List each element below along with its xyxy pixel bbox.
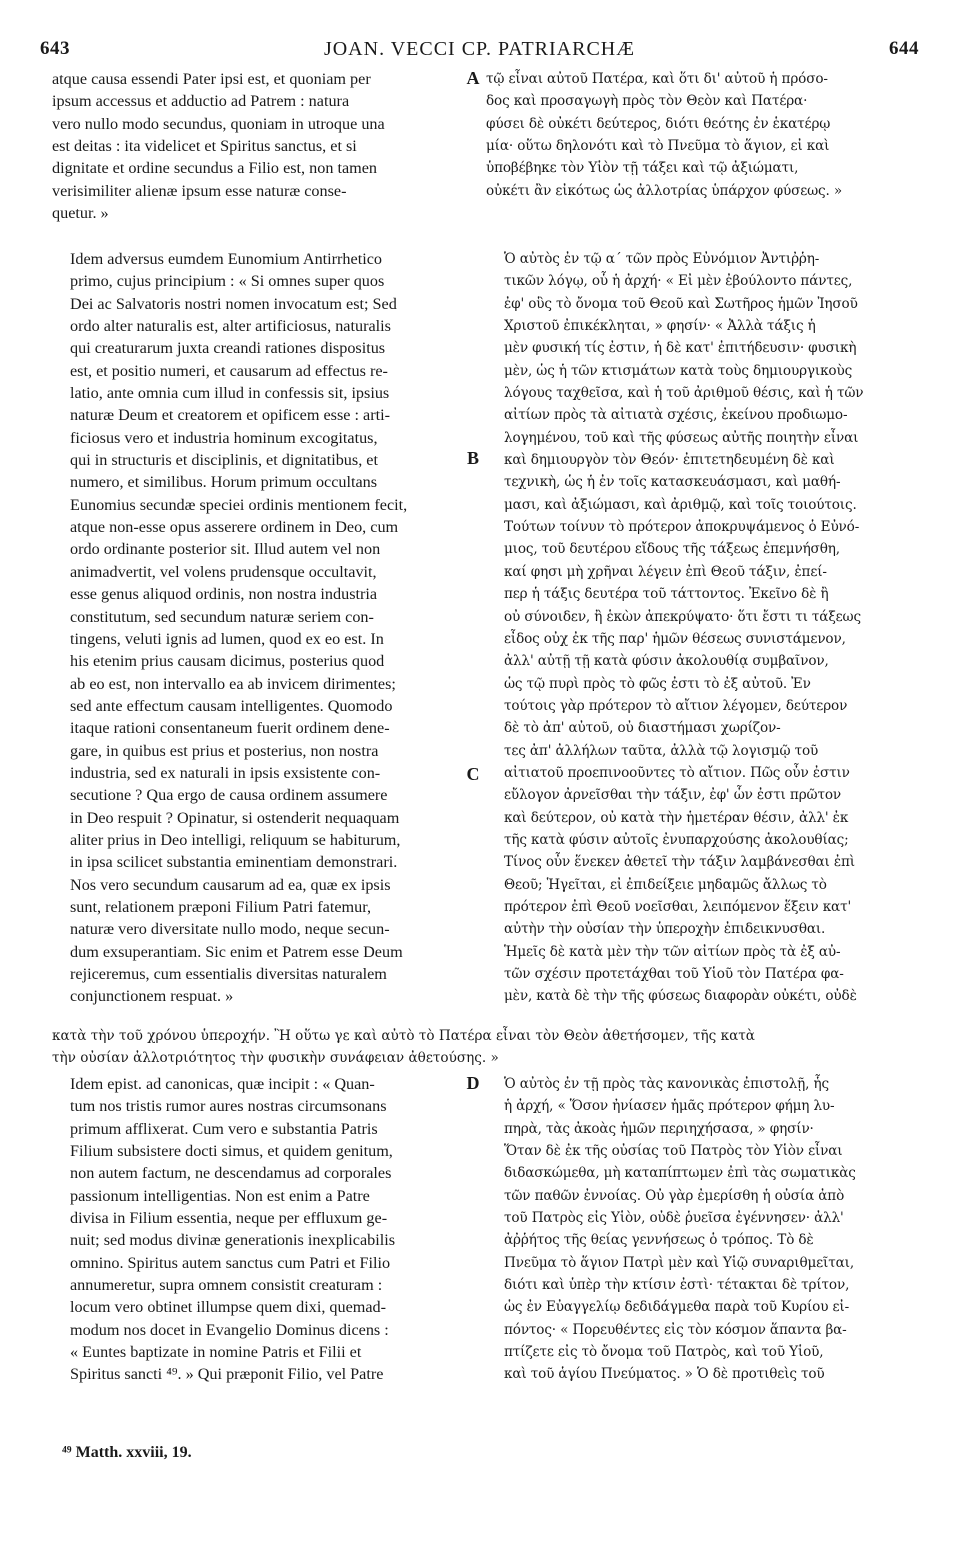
text-line: verisimiliter alienæ ipsum esse naturæ conse- [52, 181, 347, 200]
latin-column-block-2 [52, 248, 472, 1008]
text-line: his etenim prius causam dicimus, posterius quod [70, 652, 385, 671]
text-line: λόγους ταχθεῖσα, καὶ ἡ τοῦ ἀριθμοῦ θέσις, καὶ ἡ τῶν [504, 385, 864, 402]
text-line: τὴν οὐσίαν ἀλλοτριότητος τὴν φυσικὴν συνάφειαν ἀθετούσης. » [52, 1050, 499, 1066]
text-line: τῶν παθῶν ἐννοίας. Οὐ γὰρ ἐμερίσθη ἡ οὐσία ἀπὸ [504, 1187, 845, 1204]
margin-marker-d: D [466, 1073, 480, 1093]
text-line: gare, in quibus est prius et posterius, non nostra [70, 741, 379, 760]
text-line: in ipsa scilicet substantia eminentiam demonstrari. [70, 853, 398, 872]
text-line: πτίζετε εἰς τὸ ὄνομα τοῦ Πατρὸς, καὶ τοῦ Υἱοῦ, [504, 1344, 824, 1361]
text-line: ὑποβέβηκε τὸν Υἱὸν τῇ τάξει καὶ τῷ ἀξιώματι, [486, 160, 799, 177]
text-line: nuit; sed modus divinæ generationis inexplicabilis [70, 1231, 396, 1250]
greek-paragraph [486, 68, 910, 202]
text-line: tum nos tristis rumor aures nostras circumsonans [70, 1097, 387, 1116]
text-line: « Euntes baptizate in nomine Patris et Filii et [70, 1343, 362, 1362]
text-line: μασι, καὶ ἀξιώμασι, καὶ ἀριθμῷ, καὶ τοῖς τοιούτοις. [504, 496, 857, 513]
text-line: λογημένου, τοῦ καὶ τῆς φύσεως αὐτῆς ποιητὴν εἶναι [504, 429, 859, 446]
text-line: πόντος· « Πορευθέντες εἰς τὸν κόσμον ἅπαντα βα- [504, 1321, 847, 1338]
text-line: primum afflixerat. Cum vero e substantia Patris [70, 1119, 378, 1138]
text-line: Filium subsistere docti simus, et quidem genitum, [70, 1142, 393, 1161]
text-line: καὶ δημιουργὸν τὸν Θεόν· ἐπιτετηδευμένη δὲ καὶ [504, 452, 835, 469]
text-line: διότι καὶ ὑπὲρ τὴν κτίσιν ἐστὶ· τέτακται δὲ τρίτον, [504, 1277, 850, 1294]
text-line: Τίνος οὖν ἕνεκεν ἀθετεῖ τὴν τάξιν λαμβάνεσθαι ἐπὶ [504, 854, 855, 871]
text-line: dignitate et ordine secundus a Filio est, non tamen [52, 159, 378, 178]
text-line: Idem adversus eumdem Eunomium Antirrhetico [70, 250, 382, 268]
page-number-left: 643 [40, 38, 70, 59]
text-line: ἐφ' οὓς τὸ ὄνομα τοῦ Θεοῦ καὶ Σωτῆρος ἡμῶν Ἰησοῦ [504, 295, 858, 312]
text-line: καί φησι μὴ χρῆναι λέγειν ἐπὶ Θεοῦ τάξιν, ἐπεί- [504, 563, 827, 580]
text-line: Ὁ αὐτὸς ἐν τῷ α΄ τῶν πρὸς Εὐνόμιον Ἀντιῤῥη- [504, 251, 820, 267]
greek-full-width-continuation [52, 1025, 910, 1069]
margin-marker-b: B [466, 448, 479, 468]
text-line: ordo alter naturalis est, alter artificiosus, naturalis [70, 317, 391, 336]
text-line: διδασκώμεθα, μὴ καταπίπτωμεν ἐπὶ τὰς σωματικὰς [504, 1165, 856, 1182]
text-line: καὶ δεύτερον, οὐ κατὰ τὴν ἡμετέραν θέσιν, ἀλλ' ἐκ [504, 809, 849, 826]
text-line: τοῦ Πατρὸς εἰς Υἱὸν, οὐδὲ ῥυεῖσα ἐγέννησεν· ἀλλ' [504, 1210, 844, 1227]
text-line: εὔλογον ἀρνεῖσθαι τὴν τάξιν, ἐφ' ὧν ἐστι πρῶτον [504, 787, 841, 804]
greek-column-block-3 [486, 1073, 910, 1386]
text-line: μὲν φυσική τίς ἐστιν, ἡ δὲ κατ' ἐπιτήδευσιν· φυσικὴ [504, 340, 857, 357]
text-line: δὲ τὸ ἀπ' αὐτοῦ, οὐ διαστήμασι χωρίζον- [504, 720, 781, 737]
text-line: qui in structuris et disciplinis, et dignitatibus, et [70, 451, 378, 470]
text-line: μὲν, ὡς ἡ τῶν κτισμάτων κατὰ τοὺς δημιουργικοὺς [504, 362, 853, 379]
text-line: καὶ τοῦ ἁγίου Πνεύματος. » Ὁ δὲ προτιθεὶς τοῦ [504, 1366, 825, 1383]
text-line: Ἡμεῖς δὲ κατὰ μὲν τὴν τῶν αἰτίων πρὸς τὰ ἐξ αὐ- [504, 943, 841, 960]
text-line: conjunctionem respuat. » [70, 987, 234, 1006]
text-line: est, et positio numeri, et causarum ad effectus re- [70, 361, 388, 380]
latin-paragraph [52, 248, 472, 1008]
text-line: sed ante effectum causam intelligentes. Quomodo [70, 696, 393, 715]
text-line: ipsum accessus et adductio ad Patrem : natura [52, 92, 350, 111]
text-line: μία· οὕτω δηλονότι καὶ τὸ Πνεῦμα τὸ ἅγιον, εἰ καὶ [486, 138, 830, 155]
latin-column-block-3 [52, 1073, 472, 1386]
text-line: rejiceremus, cum essentialis diversitas naturalem [70, 965, 387, 983]
text-line: est deitas : ita videlicet et Spiritus sanctus, et si [52, 137, 357, 156]
text-line: tingens, veluti ignis ad lumen, quod ex eo est. In [70, 629, 384, 648]
latin-column-block-1 [52, 68, 472, 224]
text-line: Θεοῦ; Ἡγεῖται, εἰ ἐπιδείξειε μηδαμῶς ἄλλως τὸ [504, 876, 827, 893]
text-line: αἰτίων πρὸς τὰ αἰτιατὰ σχέσις, ἐκείνου προδιωμο- [504, 407, 848, 424]
text-line: Χριστοῦ ἐπικέκληται, » φησίν· « Ἀλλὰ τάξις ἡ [504, 318, 816, 335]
text-line: αὐτὴν τὴν οὐσίαν τὴν ὑπεροχὴν ἐπιδεικνυσθαι. [504, 921, 826, 938]
text-line: itaque rationi consentaneum fuerit ordinem dene- [70, 719, 390, 738]
text-line: Ὁ αὐτὸς ἐν τῇ πρὸς τὰς κανονικὰς ἐπιστολῇ, ἧς [504, 1076, 829, 1092]
margin-marker-c: C [466, 764, 480, 784]
text-line: dum exsuperantiam. Sic enim et Patrem esse Deum [70, 942, 403, 961]
text-line: τεχνικὴ, ὡς ἡ ἐν τοῖς κατασκευάσμασι, καὶ μαθή- [504, 474, 841, 491]
text-line: Πνεῦμα τὸ ἅγιον Πατρὶ μὲν καὶ Υἱῷ συναριθμεῖται, [504, 1254, 854, 1271]
text-line: naturæ vero diversitate nullo modo, neque secun- [70, 920, 390, 939]
text-line: Idem epist. ad canonicas, quæ incipit : « Quan- [70, 1075, 375, 1093]
text-line: aliter prius in Deo intelligi, reliquum se habiturum, [70, 830, 401, 849]
latin-paragraph [52, 1073, 472, 1386]
text-line: Ὅταν δὲ ἐκ τῆς οὐσίας τοῦ Πατρὸς τὸν Υἱὸν εἶναι [504, 1143, 843, 1160]
text-line: numero, et similibus. Horum primum occultans [70, 473, 378, 492]
text-line: atque non-esse opus asserere ordinem in Deo, cum [70, 518, 399, 537]
text-line: ficiosus vero et industria hominum excogitatus, [70, 428, 378, 447]
text-line: qui creaturarum juxta creandi rationes dispositus [70, 339, 386, 358]
greek-paragraph [486, 1073, 910, 1386]
text-line: animadvertit, vel volens prudensque occultavit, [70, 562, 377, 581]
text-line: Τούτων τοίνυν τὸ πρότερον ἀποκρυψάμενος ὁ Εὐνό- [504, 519, 860, 536]
text-line: passionum intelligentias. Non est enim a Patre [70, 1186, 370, 1205]
text-line: κατὰ τὴν τοῦ χρόνου ὑπεροχήν. Ἢ οὕτω γε καὶ αὐτὸ τὸ Πατέρα εἶναι τὸν Θεὸν ἀθετήσομεν, τῆς κατὰ [52, 1028, 755, 1044]
text-line: πρότερον ἐπὶ Θεοῦ νοεῖσθαι, λειπόμενον ἕξειν κατ' [504, 898, 852, 915]
text-line: modum nos docet in Evangelio Dominus dicens : [70, 1320, 389, 1339]
text-line: τῆς κατὰ φύσιν αὐτοῖς ἐνυπαρχούσης ἀκολουθίας; [504, 831, 849, 848]
greek-paragraph [52, 1025, 910, 1069]
text-line: vero nullo modo secundus, quoniam in utroque una [52, 114, 385, 133]
text-line: περ ἡ τάξις δευτέρα τοῦ τάττοντος. Ἐκεῖνο δὲ ἢ [504, 586, 829, 603]
text-line: ὡς ἐν Εὐαγγελίῳ δεδιδάγμεθα παρὰ τοῦ Κυρίου εἰ- [504, 1299, 850, 1316]
text-line: latio, ante omnia cum illud in confessis sit, ipsius [70, 384, 390, 403]
text-line: naturæ Deum et creatorem et opificem esse : arti- [70, 406, 391, 425]
text-line: constitutum, sed secundum naturæ seriem con- [70, 607, 374, 626]
text-line: esse genus aliquod ordinis, non nostra industria [70, 585, 378, 604]
text-line: οὐκέτι ἂν εἰκότως ὡς ἀλλοτρίας ὑπάρχον φύσεως. » [486, 182, 843, 199]
text-line: μὲν, κατὰ δὲ τὴν τῆς φύσεως διαφορὰν οὐκέτι, οὐδὲ [504, 988, 857, 1005]
text-line: locum vero obtinet illumpse quem dixi, quemad- [70, 1298, 387, 1317]
greek-paragraph [486, 248, 910, 1008]
text-line: annumeretur, supra omnem consistit creaturam : [70, 1276, 383, 1295]
text-line: atque causa essendi Pater ipsi est, et quoniam per [52, 70, 371, 88]
text-line: πηρὰ, τὰς ἀκοὰς ἡμῶν περιηχήσασα, » φησίν· [504, 1120, 814, 1137]
footnote: ⁴⁹ Matth. xxviii, 19. [62, 1444, 192, 1461]
page-header [40, 38, 919, 64]
text-line: quetur. » [52, 204, 109, 223]
text-line: τες ἀπ' ἀλλήλων ταῦτα, ἀλλὰ τῷ λογισμῷ τοῦ [504, 742, 819, 759]
text-line: ἡ ἀρχή, « Ὅσον ἠνίασεν ἡμᾶς πρότερον φήμη λυ- [504, 1098, 835, 1115]
text-line: ἀῤῥήτος τῆς θείας γεννήσεως ὁ τρόπος. Τὸ δὲ [504, 1232, 814, 1249]
text-line: τούτοις γὰρ πρότερον τὸ αἴτιον λέγομεν, δεύτερον [504, 697, 848, 714]
text-line: ab eo est, non intervallo ea ab invicem dirimentes; [70, 674, 396, 693]
text-line: Nos vero secundum causarum ad ea, quæ ex ipsis [70, 875, 391, 894]
text-line: Eunomius secundæ speciei ordinis mentionem fecit, [70, 495, 408, 514]
text-line: φύσει δὲ οὐκέτι δεύτερος, διότι θεότης ἐν ἑκατέρῳ [486, 115, 831, 132]
text-line: ὡς τῷ πυρὶ πρὸς τὸ φῶς ἐστι τὸ ἐξ αὐτοῦ. Ἐν [504, 675, 811, 692]
text-line: secutione ? Qua ergo de causa ordinem assumere [70, 786, 388, 805]
latin-paragraph [52, 68, 472, 224]
page-number-right: 644 [889, 38, 919, 59]
text-line: ordo ordinante posterior sit. Illud autem vel non [70, 540, 381, 559]
text-line: τῷ εἶναι αὐτοῦ Πατέρα, καὶ ὅτι δι' αὐτοῦ ἡ πρόσο- [486, 71, 828, 87]
text-line: Spiritus sancti ⁴⁹. » Qui præponit Filio, vel Patre [70, 1365, 384, 1384]
text-line: τικῶν λόγῳ, οὗ ἡ ἀρχή· « Εἰ μὲν ἐβούλοντο πάντες, [504, 273, 853, 290]
greek-column-block-2 [486, 248, 910, 1008]
text-line: primo, cujus principium : « Si omnes super quos [70, 272, 385, 291]
text-line: sunt, relationem præponi Filium Patri fatemur, [70, 897, 372, 916]
text-line: εἶδος οὐχ ἐκ τῆς παρ' ἡμῶν θέσεως συνιστάμενον, [504, 630, 846, 647]
text-line: non autem factum, ne descendamus ad corporales [70, 1164, 392, 1183]
running-title: JOAN. VECCI CP. PATRIARCHÆ [323, 38, 636, 60]
margin-marker-a: A [466, 68, 480, 88]
text-line: μιος, τοῦ δευτέρου εἴδους τῆς τάξεως ἐπεμνήσθη, [504, 541, 840, 558]
text-line: αἰτιατοῦ προεπινοοῦντες τὸ αἴτιον. Πῶς οὖν ἐστιν [504, 764, 850, 781]
text-line: in Deo respuit ? Opinatur, si ostenderit nequaquam [70, 808, 400, 827]
greek-column-block-1 [486, 68, 910, 202]
text-line: omnino. Spiritus autem sanctus cum Patri et Filio [70, 1253, 391, 1272]
text-line: Dei ac Salvatoris nostri nomen invocatum est; Sed [70, 294, 397, 313]
text-line: ἀλλ' αὐτῇ τῇ κατὰ φύσιν ἀκολουθίᾳ συμβαῖνον, [504, 653, 829, 670]
text-line: divisa in Filium essentia, neque per effluxum ge- [70, 1209, 388, 1228]
text-line: τῶν σχέσιν προτετάχθαι τοῦ Υἱοῦ τὸν Πατέρα φα- [504, 966, 844, 982]
text-line: οὐ σύνοιδεν, ἢ ἑκὼν ἀπεκρύψατο· ὅτι ἔστι τι τάξεως [504, 608, 861, 625]
text-line: δος καὶ προσαγωγὴ πρὸς τὸν Θεὸν καὶ Πατέρα· [486, 93, 808, 110]
text-line: industria, sed ex naturali in ipsis exsistente con- [70, 763, 381, 782]
